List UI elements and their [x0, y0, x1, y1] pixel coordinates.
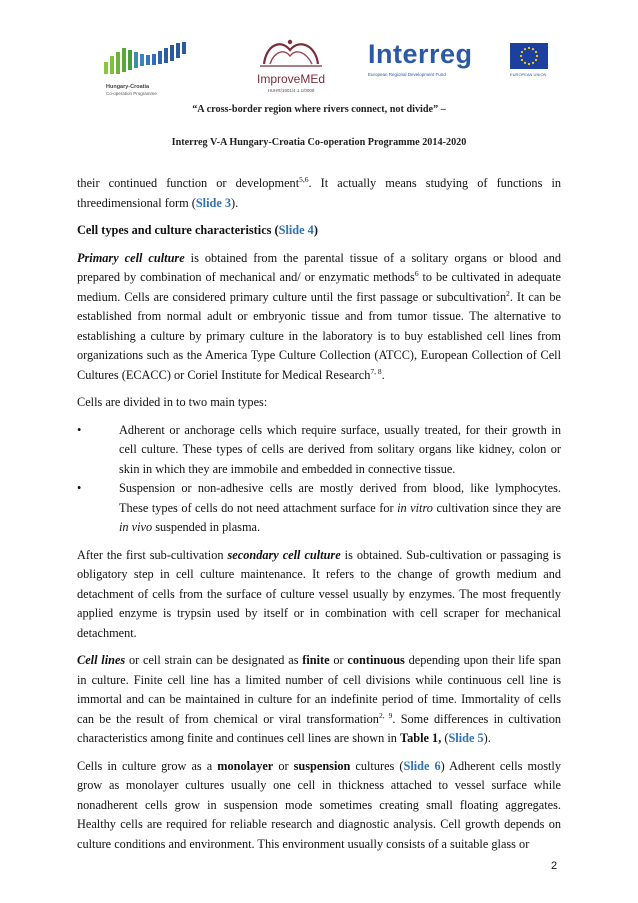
page-number: 2 — [551, 860, 558, 872]
list-item — [77, 479, 561, 538]
list-item-text: Suspension or non-adhesive cells are mostly derived from blood, like lymphocytes. These types of cells do not need attachment surface for — [119, 481, 561, 515]
programme-tagline: “A cross-border region where rivers connect, not divide” – — [192, 104, 446, 115]
improvemed-hands-icon — [244, 30, 338, 72]
slide-reference: Slide 3 — [195, 195, 232, 210]
text-run: or cell strain can be designated as — [125, 653, 303, 667]
table-reference: Table 1, — [400, 731, 442, 745]
text-run: cultures ( — [350, 758, 404, 773]
term-cell-lines: Cell lines — [77, 653, 126, 667]
text-run: . Some differences in cultivation characteristics among finite and continues cell lines are shown in — [77, 711, 561, 745]
hungary-croatia-logo — [96, 38, 208, 98]
bold-term: suspension — [293, 758, 351, 773]
text-run: After the first sub-cultivation — [77, 547, 228, 562]
hungary-croatia-logo-subtitle: Co-operation Programme — [106, 91, 157, 96]
list-item — [77, 421, 561, 480]
eu-label: EUROPEAN UNION — [510, 72, 547, 77]
citation: 2, 9 — [378, 710, 393, 720]
text-run: ) Adherent cells mostly grow as monolayer cultures usually one cell in thickness attached to vessel surface while nonadherent cells grow in suspension mode sometimes creating small floating aggregates. Healthy cells are required for reliable research and diagnostic analysis. Cell growth depends on culture conditions and environment. This environment usually consists of a suitable glass or — [77, 758, 561, 851]
slide-reference: Slide 6 — [403, 758, 441, 773]
text-run: ). — [231, 195, 239, 210]
document-body — [77, 174, 561, 862]
heading-text: ) — [313, 223, 318, 237]
text-run: ). — [483, 731, 491, 745]
list-item-text: suspended in plasma. — [152, 520, 261, 534]
text-run: their continued function or development — [77, 176, 300, 190]
citation: 7, 8 — [370, 366, 382, 376]
section-heading — [77, 221, 561, 241]
term-primary-cell-culture: Primary cell culture — [77, 250, 185, 265]
text-run: is obtained. Sub-cultivation or passaging is obligatory step in cell culture maintenance. It refers to the change of growth medium and detachment of cells from the surface of culture vessel usually by enzymes. The most frequently applied enzyme is trypsin used by itself or in combination with cell scraper for mechanical detachment. — [77, 547, 561, 640]
heading-text: Cell types and culture characteristics ( — [77, 223, 279, 237]
citation: 5,6 — [299, 175, 309, 184]
citation: 2 — [506, 288, 510, 298]
text-run: depending upon their life span in culture. Finite cell line has a limited number of cell divisions while continuous cell line is immortal and can be maintained in culture for an indefinite period of time. Immortality of cells can be the result of from chemical or viral transformation — [77, 653, 562, 726]
text-run: . — [381, 367, 385, 382]
list-item-text: Adherent or anchorage cells which require surface, usually treated, for their growth in cell culture. These types of cells are derived from solitary organs like kidney, colon or skin in which they are immobile and embedded in connective tissue. — [119, 422, 561, 476]
improvemed-logo-code: HUHR/1901/4.1.1/0009 — [267, 88, 315, 93]
improvemed-logo — [244, 30, 338, 100]
italic-term: in vitro — [397, 500, 433, 515]
cell-type-list — [77, 421, 561, 538]
paragraph-primary-culture — [77, 249, 561, 386]
eu-flag-icon — [510, 43, 548, 69]
bullet: • — [77, 481, 82, 495]
interreg-fund-label: European Regional Development Fund — [368, 72, 446, 77]
paragraph-growth — [77, 757, 561, 855]
text-run: to be cultivated in adequate medium. Cells are considered primary culture until the first passage or subcultivation — [77, 270, 561, 304]
bullet: • — [77, 422, 82, 437]
italic-term: in vivo — [119, 520, 153, 534]
slide-reference: Slide 5 — [448, 731, 484, 745]
programme-name: Interreg V-A Hungary-Croatia Co-operation Programme 2014-2020 — [171, 137, 467, 148]
text-run: . It actually means studying of functions in threedimensional form ( — [77, 176, 562, 210]
bold-term: monolayer — [217, 758, 274, 773]
improvemed-logo-name: ImproveMEd — [256, 72, 326, 86]
slide-reference: Slide 4 — [278, 223, 314, 237]
paragraph-cell-types: Cells are divided in to two main types: — [77, 395, 268, 409]
term-secondary-cell-culture: secondary cell culture — [227, 547, 341, 562]
text-run: or — [329, 653, 348, 667]
hungary-croatia-wave-icon — [96, 38, 208, 84]
bold-term: continuous — [347, 653, 405, 667]
text-run: is obtained from the parental tissue of a solitary organs or blood and prepared by combination of mechanical and/ or enzymatic methods — [77, 250, 562, 284]
hungary-croatia-logo-title: Hungary-Croatia — [106, 84, 150, 90]
text-run: Cells in culture grow as a — [77, 758, 218, 773]
paragraph-secondary-culture — [77, 546, 561, 644]
interreg-wordmark: Interreg — [368, 39, 473, 69]
paragraph-intro — [77, 174, 561, 213]
list-item-text: cultivation since they are — [432, 500, 561, 515]
citation: 6 — [414, 269, 419, 278]
bold-term: finite — [302, 653, 330, 667]
text-run: or — [273, 758, 294, 773]
text-run: . It can be established from normal adult or embryonic tissue and from tumor tissue. The alternative to establishing a culture by primary culture in the laboratory is to buy established cell lines from organizations such as the America Type Culture Collection (ATCC), European Collection of Cell Cultures (ECACC) or Coriel Institute for Medical Research — [77, 289, 561, 382]
text-run: ( — [441, 731, 449, 745]
interreg-logo — [368, 39, 558, 78]
paragraph-cell-lines — [77, 651, 561, 749]
